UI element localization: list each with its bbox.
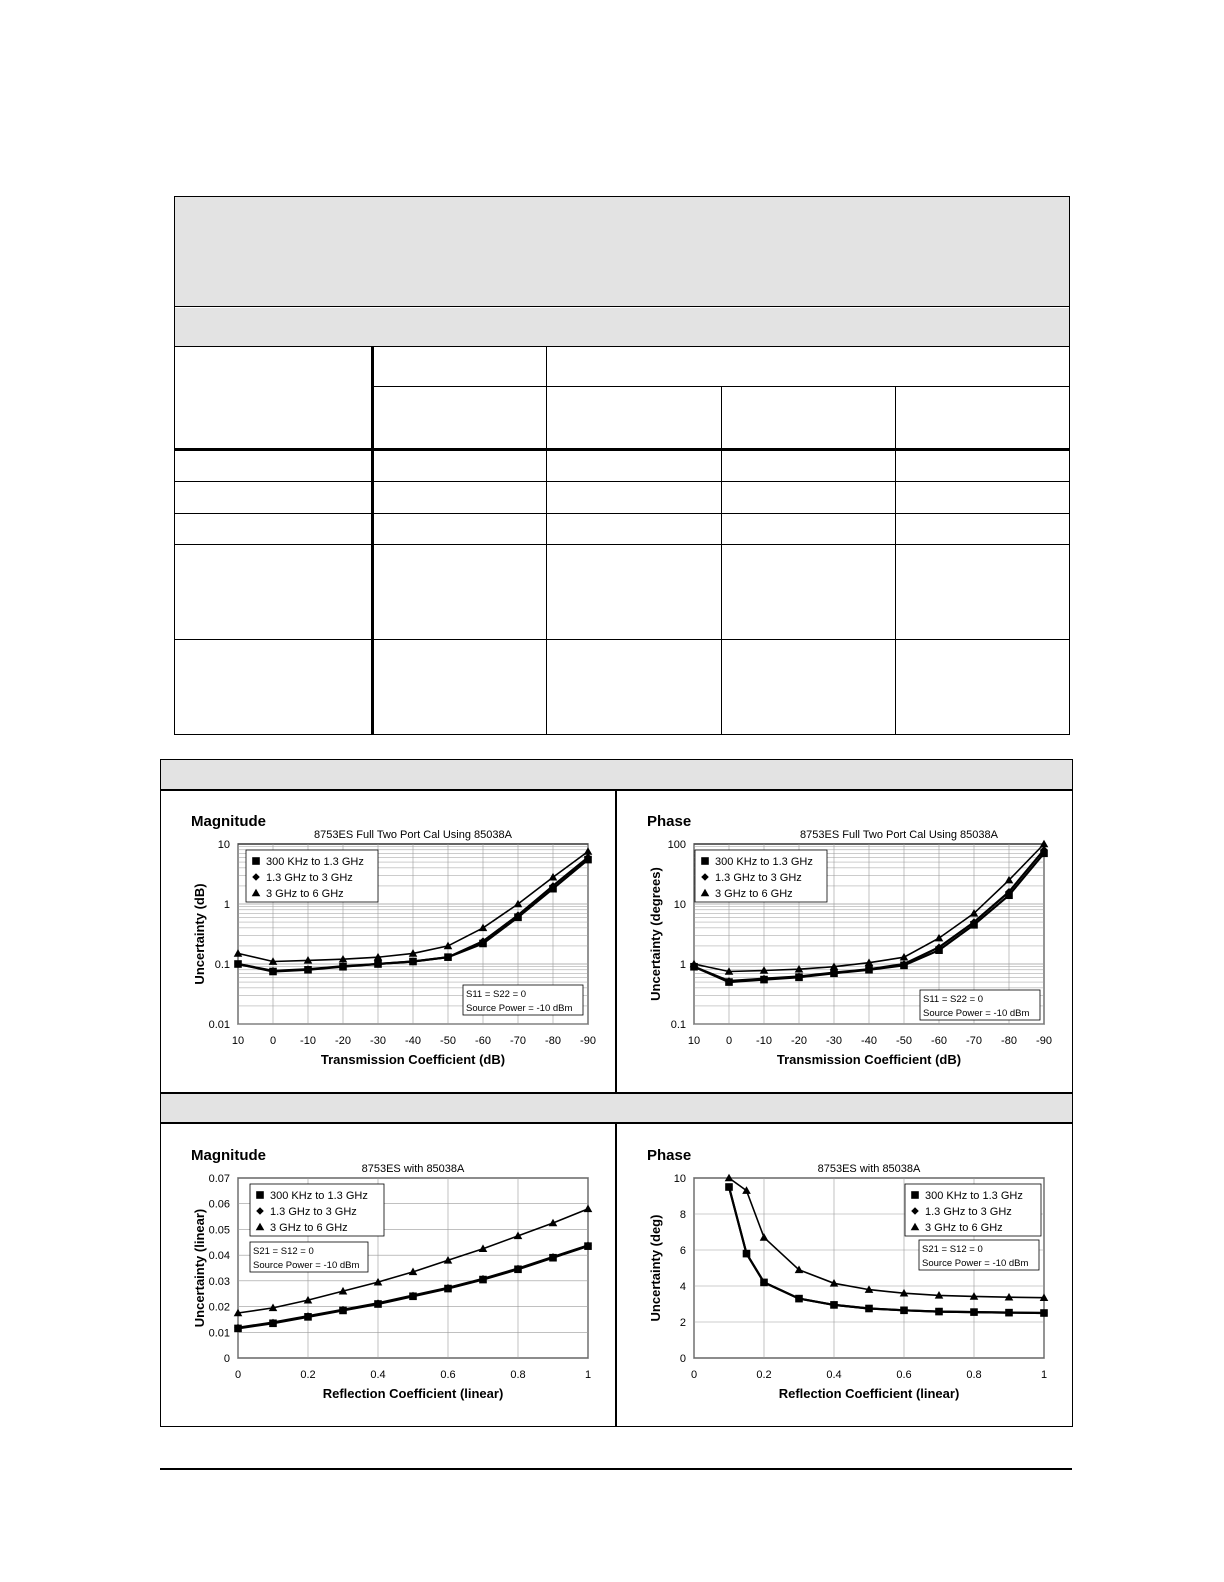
transmission-magnitude-chart: [180, 822, 610, 1072]
legend-label: 1.3 GHz to 3 GHz: [925, 1206, 1012, 1218]
legend-label: 3 GHz to 6 GHz: [270, 1222, 348, 1234]
x-tick-label: 0: [269, 1035, 277, 1047]
y-tick-label: 2: [679, 1317, 686, 1329]
y-tick-label: 10: [217, 839, 230, 851]
x-tick-label: 0.6: [440, 1369, 456, 1381]
panel-label-transmission-phase: Phase: [647, 813, 692, 830]
x-tick-label: -90: [580, 1035, 596, 1047]
x-tick-label: 10: [231, 1035, 245, 1047]
y-tick-label: 10: [673, 1173, 686, 1185]
legend-label: 3 GHz to 6 GHz: [925, 1222, 1003, 1234]
conditions-note-text: Source Power = -10 dBm: [466, 1003, 573, 1014]
chart-title: 8753ES Full Two Port Cal Using 85038A: [800, 829, 998, 841]
table-column-rule: [721, 386, 722, 735]
conditions-note-text: Source Power = -10 dBm: [253, 1260, 360, 1271]
table-rule: [174, 639, 1070, 640]
table-column-rule: [895, 386, 896, 735]
conditions-note-text: Source Power = -10 dBm: [922, 1258, 1029, 1269]
x-tick-label: -90: [1036, 1035, 1052, 1047]
y-axis-label: Uncertainty (dB): [192, 883, 207, 985]
y-tick-label: 0.03: [208, 1275, 230, 1288]
legend-marker-square: [256, 1191, 264, 1199]
table-title-bar: [175, 197, 1069, 307]
x-tick-label: 0.4: [826, 1369, 842, 1381]
x-tick-label: 0.2: [300, 1369, 316, 1381]
x-tick-label: -70: [966, 1035, 982, 1047]
transmission-section-bar: [161, 760, 1072, 790]
x-tick-label: 0.8: [966, 1369, 982, 1381]
table-column-rule: [546, 346, 547, 735]
footer-rule: [160, 1468, 1072, 1470]
y-tick-label: 0: [679, 1353, 686, 1365]
x-tick-label: 0.6: [896, 1369, 912, 1381]
transmission-phase-chart: [636, 822, 1066, 1072]
x-tick-label: -40: [405, 1035, 421, 1047]
x-axis-label: Transmission Coefficient (dB): [776, 1052, 962, 1067]
legend-label: 300 KHz to 1.3 GHz: [266, 856, 364, 868]
table-header-rule: [174, 448, 1070, 451]
chart-title: 8753ES Full Two Port Cal Using 85038A: [314, 829, 512, 841]
chart-title: 8753ES with 85038A: [817, 1163, 921, 1175]
x-tick-label: -80: [545, 1035, 561, 1047]
x-tick-label: -60: [931, 1035, 947, 1047]
y-tick-label: 0.05: [208, 1224, 230, 1237]
conditions-note-text: S21 = S12 = 0: [253, 1246, 314, 1257]
x-tick-label: -10: [300, 1035, 316, 1047]
x-tick-label: 0.8: [510, 1369, 526, 1381]
conditions-note-text: S21 = S12 = 0: [922, 1244, 983, 1255]
table-rule: [174, 513, 1070, 514]
x-tick-label: 0.4: [370, 1369, 386, 1381]
x-tick-label: 0: [690, 1369, 698, 1381]
table-subtitle-bar: [175, 308, 1069, 347]
x-axis-label: Transmission Coefficient (dB): [320, 1052, 506, 1067]
legend-marker-square: [701, 857, 709, 865]
legend-label: 1.3 GHz to 3 GHz: [270, 1206, 357, 1218]
x-axis-label: Reflection Coefficient (linear): [322, 1386, 504, 1401]
x-tick-label: -30: [370, 1035, 386, 1047]
legend-marker-square: [911, 1191, 919, 1199]
x-tick-label: -30: [826, 1035, 842, 1047]
y-tick-label: 0.1: [670, 1019, 686, 1031]
y-tick-label: 10: [673, 899, 686, 911]
legend-label: 300 KHz to 1.3 GHz: [925, 1190, 1023, 1202]
x-tick-label: 1: [584, 1369, 592, 1381]
x-tick-label: -60: [475, 1035, 491, 1047]
y-tick-label: 0.07: [208, 1173, 230, 1185]
legend-label: 3 GHz to 6 GHz: [266, 888, 344, 900]
reflection-magnitude-chart: [180, 1156, 610, 1406]
y-tick-label: 0.04: [208, 1250, 230, 1263]
table-column-rule: [371, 346, 374, 735]
x-tick-label: -50: [440, 1035, 456, 1047]
panel-divider: [615, 790, 617, 1093]
x-tick-label: -20: [791, 1035, 807, 1047]
y-tick-label: 1: [679, 959, 686, 971]
conditions-note-text: Source Power = -10 dBm: [923, 1008, 1030, 1019]
y-tick-label: 0.06: [208, 1198, 230, 1211]
y-tick-label: 0.01: [208, 1327, 230, 1340]
y-tick-label: 6: [679, 1245, 686, 1257]
legend-label: 1.3 GHz to 3 GHz: [266, 872, 353, 884]
x-tick-label: -80: [1001, 1035, 1017, 1047]
y-tick-label: 0.01: [208, 1019, 230, 1031]
conditions-note-text: S11 = S22 = 0: [923, 994, 984, 1005]
table-rule: [174, 346, 1070, 347]
x-axis-label: Reflection Coefficient (linear): [778, 1386, 960, 1401]
y-axis-label: Uncertainty (degrees): [648, 867, 663, 1001]
panel-label-transmission-magnitude: Magnitude: [191, 813, 266, 830]
y-axis-label: Uncertainty (deg): [648, 1214, 663, 1322]
x-tick-label: -50: [896, 1035, 912, 1047]
table-rule: [174, 306, 1070, 307]
y-tick-label: 0: [223, 1353, 230, 1365]
reflection-phase-chart: [636, 1156, 1066, 1406]
y-tick-label: 4: [679, 1281, 686, 1293]
chart-title: 8753ES with 85038A: [361, 1163, 465, 1175]
x-tick-label: 10: [687, 1035, 701, 1047]
legend-label: 3 GHz to 6 GHz: [715, 888, 793, 900]
y-tick-label: 1: [223, 899, 230, 911]
x-tick-label: -40: [861, 1035, 877, 1047]
legend-marker-square: [252, 857, 260, 865]
panel-divider: [615, 1123, 617, 1427]
x-tick-label: 0.2: [756, 1369, 772, 1381]
y-tick-label: 8: [679, 1209, 686, 1221]
legend-label: 300 KHz to 1.3 GHz: [270, 1190, 368, 1202]
x-tick-label: -20: [335, 1035, 351, 1047]
specification-table: [174, 196, 1070, 735]
conditions-note-text: S11 = S22 = 0: [466, 989, 527, 1000]
x-tick-label: 0: [725, 1035, 733, 1047]
panel-label-reflection-phase: Phase: [647, 1147, 692, 1164]
x-tick-label: -70: [510, 1035, 526, 1047]
legend-label: 1.3 GHz to 3 GHz: [715, 872, 802, 884]
panel-label-reflection-magnitude: Magnitude: [191, 1147, 266, 1164]
y-tick-label: 100: [667, 839, 686, 851]
table-rule: [174, 544, 1070, 545]
x-tick-label: 1: [1040, 1369, 1048, 1381]
table-rule: [174, 481, 1070, 482]
y-tick-label: 0.1: [214, 959, 230, 971]
reflection-section-bar: [161, 1093, 1072, 1123]
legend-label: 300 KHz to 1.3 GHz: [715, 856, 813, 868]
x-tick-label: 0: [234, 1369, 242, 1381]
y-axis-label: Uncertainty (linear): [192, 1208, 207, 1328]
y-tick-label: 0.02: [208, 1301, 230, 1314]
x-tick-label: -10: [756, 1035, 772, 1047]
